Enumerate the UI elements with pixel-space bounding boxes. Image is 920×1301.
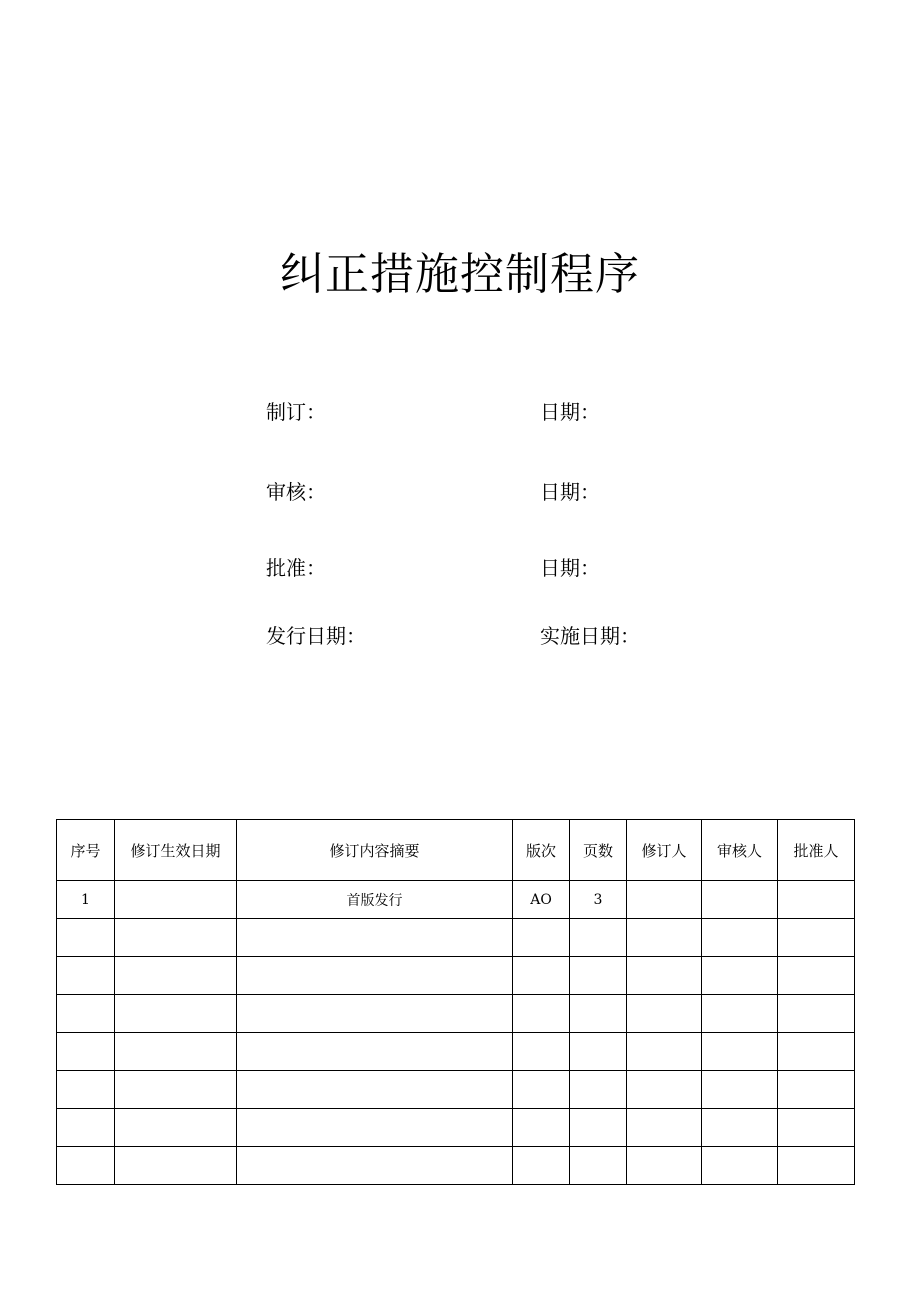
cell-reviewed-by [702, 881, 778, 919]
table-row [57, 919, 855, 957]
cell-reviewed-by [702, 1071, 778, 1109]
effective-date-label: 实施日期： [540, 624, 640, 648]
cell-revised-by [627, 1109, 702, 1147]
header-pages: 页数 [570, 820, 627, 881]
cell-summary [237, 1033, 513, 1071]
cell-pages [570, 957, 627, 995]
cell-summary [237, 1147, 513, 1185]
cell-revised-by [627, 957, 702, 995]
cell-summary [237, 1109, 513, 1147]
cell-effective-date [115, 919, 237, 957]
table-row [57, 1071, 855, 1109]
cell-version [513, 1109, 570, 1147]
header-reviewed-by: 审核人 [702, 820, 778, 881]
cell-effective-date [115, 1071, 237, 1109]
cell-reviewed-by [702, 995, 778, 1033]
cell-summary [237, 957, 513, 995]
cell-pages [570, 1109, 627, 1147]
cell-seq [57, 1147, 115, 1185]
cell-version [513, 1071, 570, 1109]
header-summary: 修订内容摘要 [237, 820, 513, 881]
cell-revised-by [627, 1033, 702, 1071]
cell-version [513, 1033, 570, 1071]
cell-pages [570, 919, 627, 957]
cell-effective-date [115, 1033, 237, 1071]
cell-approved-by [778, 1071, 855, 1109]
cell-version [513, 919, 570, 957]
header-effective-date: 修订生效日期 [115, 820, 237, 881]
table-row [57, 995, 855, 1033]
cell-summary [237, 919, 513, 957]
reviewed-label: 审核： [266, 480, 326, 504]
cell-version: AO [513, 881, 570, 919]
cell-pages [570, 995, 627, 1033]
cell-version [513, 1147, 570, 1185]
header-revised-by: 修订人 [627, 820, 702, 881]
cell-revised-by [627, 1071, 702, 1109]
header-version: 版次 [513, 820, 570, 881]
table-row [57, 1033, 855, 1071]
release-date-label: 发行日期： [266, 624, 366, 648]
cell-effective-date [115, 1109, 237, 1147]
cell-summary: 首版发行 [237, 881, 513, 919]
cell-reviewed-by [702, 919, 778, 957]
cell-seq [57, 1033, 115, 1071]
header-approved-by: 批准人 [778, 820, 855, 881]
cell-approved-by [778, 1109, 855, 1147]
cell-pages: 3 [570, 881, 627, 919]
cell-revised-by [627, 995, 702, 1033]
cell-effective-date [115, 995, 237, 1033]
cell-seq: 1 [57, 881, 115, 919]
drafted-label: 制订： [266, 400, 326, 424]
cell-reviewed-by [702, 1033, 778, 1071]
cell-pages [570, 1147, 627, 1185]
cell-version [513, 995, 570, 1033]
cell-revised-by [627, 881, 702, 919]
cell-version [513, 957, 570, 995]
document-title: 纠正措施控制程序 [280, 249, 640, 300]
cell-approved-by [778, 1033, 855, 1071]
cell-seq [57, 995, 115, 1033]
cell-seq [57, 1071, 115, 1109]
cell-reviewed-by [702, 1109, 778, 1147]
cell-seq [57, 919, 115, 957]
cell-reviewed-by [702, 1147, 778, 1185]
approved-date-label: 日期： [540, 556, 600, 580]
cell-approved-by [778, 957, 855, 995]
drafted-date-label: 日期： [540, 400, 600, 424]
cell-revised-by [627, 1147, 702, 1185]
revision-history-table [56, 819, 855, 1185]
table-row [57, 957, 855, 995]
header-seq: 序号 [57, 820, 115, 881]
cell-effective-date [115, 881, 237, 919]
cell-approved-by [778, 1147, 855, 1185]
cell-approved-by [778, 919, 855, 957]
table-row [57, 1147, 855, 1185]
cell-approved-by [778, 881, 855, 919]
table-row [57, 881, 855, 919]
approved-label: 批准： [266, 556, 326, 580]
cell-effective-date [115, 957, 237, 995]
cell-reviewed-by [702, 957, 778, 995]
cell-pages [570, 1033, 627, 1071]
table-header-row [57, 820, 855, 881]
cell-summary [237, 995, 513, 1033]
cell-effective-date [115, 1147, 237, 1185]
cell-pages [570, 1071, 627, 1109]
cell-seq [57, 1109, 115, 1147]
cell-summary [237, 1071, 513, 1109]
cell-approved-by [778, 995, 855, 1033]
cell-seq [57, 957, 115, 995]
cell-revised-by [627, 919, 702, 957]
table-row [57, 1109, 855, 1147]
reviewed-date-label: 日期： [540, 480, 600, 504]
